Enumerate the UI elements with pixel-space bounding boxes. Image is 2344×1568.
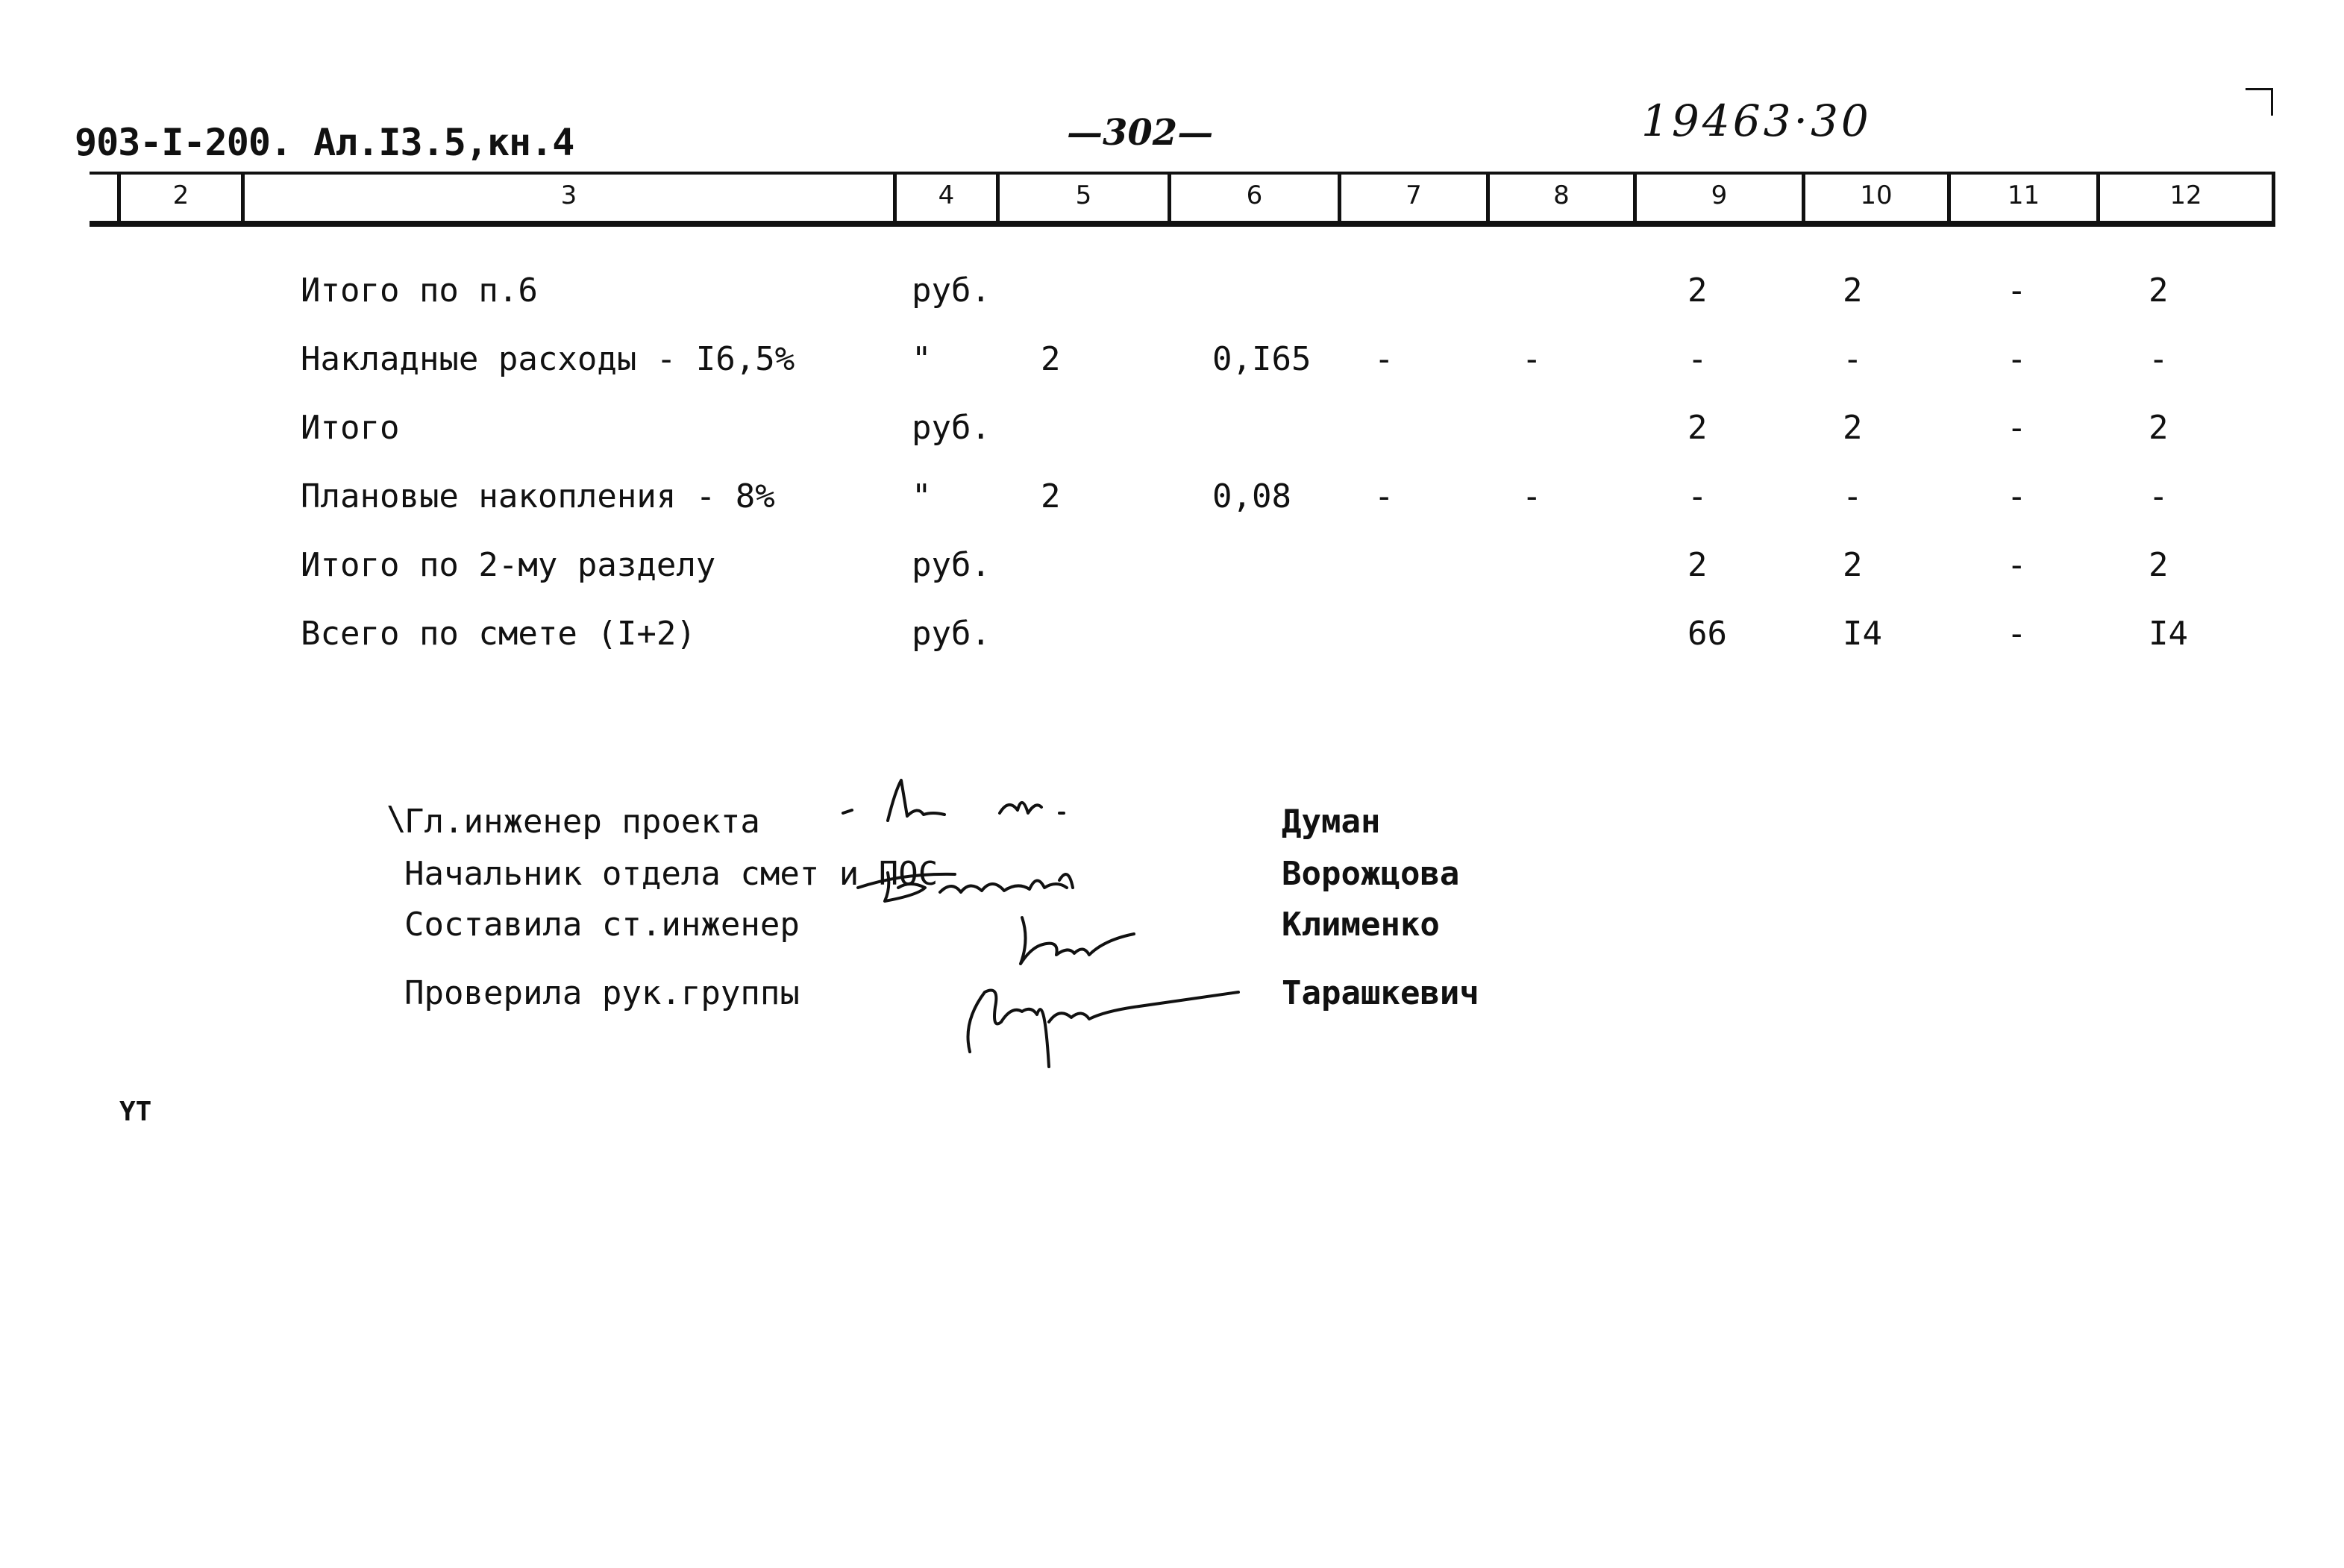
column-number: 3 (560, 181, 577, 210)
row-col12: 2 (2149, 272, 2169, 310)
row-col5: 2 (1041, 477, 1061, 515)
row-col7: - (1374, 340, 1394, 378)
handwritten-signatures-icon (836, 768, 1253, 1074)
margin-mark: \ (386, 800, 407, 838)
row-col11: - (2007, 615, 2027, 653)
row-label: Всего по смете (I+2) (301, 615, 696, 653)
row-col9: 2 (1688, 409, 1708, 447)
column-number: 6 (1246, 181, 1263, 210)
column-number: 8 (1553, 181, 1570, 210)
signature-name: Клименко (1282, 906, 1440, 944)
row-col11: - (2007, 409, 2027, 447)
row-col6: 0,08 (1212, 477, 1291, 515)
row-col11: - (2007, 477, 2027, 515)
handwritten-number: 19463·30 (1641, 95, 1872, 146)
footer-stamp: ҮТ (119, 1097, 152, 1127)
column-number: 2 (172, 181, 189, 210)
row-col7: - (1374, 477, 1394, 515)
row-col10: I4 (1843, 615, 1882, 653)
row-col10: 2 (1843, 409, 1863, 447)
row-col9: - (1688, 340, 1708, 378)
row-col12: I4 (2149, 615, 2188, 653)
column-number: 10 (1860, 181, 1893, 210)
row-col6: 0,I65 (1212, 340, 1312, 378)
row-col11: - (2007, 272, 2027, 310)
row-col8: - (1522, 477, 1542, 515)
column-number: 12 (2169, 181, 2202, 210)
row-col11: - (2007, 546, 2027, 584)
corner-mark (2246, 88, 2273, 116)
row-label: Накладные расходы - I6,5% (301, 340, 795, 378)
column-separator (2272, 175, 2275, 224)
signature-name: Тарашкевич (1282, 974, 1479, 1012)
document-code: 903-I-200. Ал.I3.5,кн.4 (75, 121, 574, 164)
row-col12: 2 (2149, 546, 2169, 584)
column-number: 7 (1406, 181, 1422, 210)
row-unit: " (912, 477, 932, 515)
signature-role: Проверила рук.группы (404, 974, 800, 1012)
row-col5: 2 (1041, 340, 1061, 378)
row-unit: " (912, 340, 932, 378)
row-col10: - (1843, 477, 1863, 515)
row-label: Итого по 2-му разделу (301, 546, 716, 584)
row-col11: - (2007, 340, 2027, 378)
column-number: 4 (938, 181, 955, 210)
row-unit: руб. (912, 409, 991, 447)
row-unit: руб. (912, 615, 991, 653)
signature-name: Ворожцова (1282, 855, 1460, 893)
row-col12: - (2149, 340, 2169, 378)
row-col12: - (2149, 477, 2169, 515)
column-number: 11 (2007, 181, 2040, 210)
signature-name: Думан (1282, 803, 1381, 841)
row-col9: 66 (1688, 615, 1727, 653)
header-underline (90, 221, 2275, 224)
column-number: 5 (1075, 181, 1092, 210)
column-number: 9 (1711, 181, 1728, 210)
row-col10: 2 (1843, 546, 1863, 584)
row-col9: 2 (1688, 546, 1708, 584)
row-col8: - (1522, 340, 1542, 378)
row-label: Итого (301, 409, 400, 447)
column-header-strip (90, 172, 2275, 227)
row-col9: - (1688, 477, 1708, 515)
row-col9: 2 (1688, 272, 1708, 310)
row-label: Плановые накопления - 8% (301, 477, 775, 515)
signature-role: Гл.инженер проекта (404, 803, 760, 841)
signature-role: Начальник отдела смет и ПОС (404, 855, 938, 893)
row-label: Итого по п.6 (301, 272, 538, 310)
row-col12: 2 (2149, 409, 2169, 447)
signature-role: Составила ст.инженер (404, 906, 800, 944)
row-unit: руб. (912, 546, 991, 584)
page-number: —302— (1067, 112, 1214, 154)
row-unit: руб. (912, 272, 991, 310)
row-col10: - (1843, 340, 1863, 378)
row-col10: 2 (1843, 272, 1863, 310)
